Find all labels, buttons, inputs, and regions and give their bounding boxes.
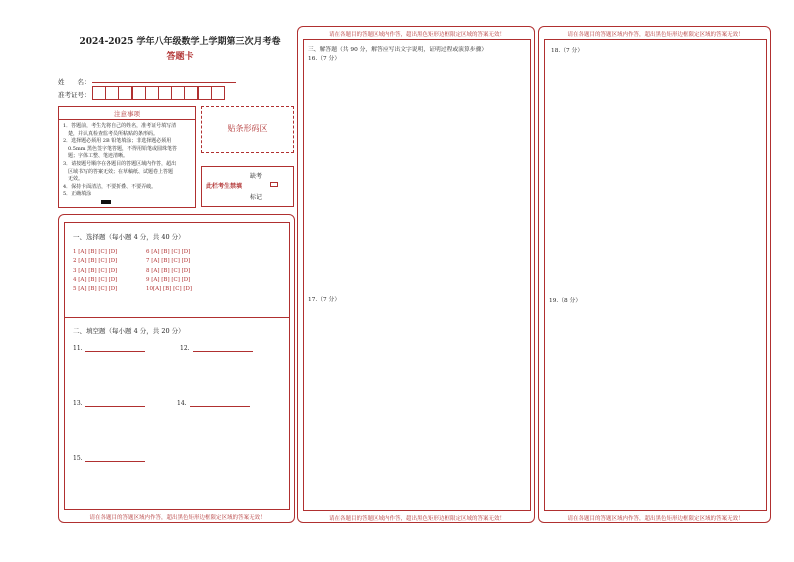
choice-right-column <box>146 249 192 295</box>
id-digit-box[interactable] <box>211 86 225 100</box>
id-digit-box[interactable] <box>145 86 159 100</box>
choice-row[interactable]: 4 [A] [B] [C] [D] <box>73 276 118 283</box>
choice-row[interactable]: 5 [A] [B] [C] [D] <box>73 286 118 293</box>
absent-checkbox[interactable] <box>270 182 278 187</box>
notice-item: 1．答题前，考生先将自己的姓名，准考证号填写清 <box>63 123 177 129</box>
column2-answer-region <box>297 26 535 523</box>
column3-header-warning: 请在各题目的答题区域内作答，超出黑色矩形边框限定区域的答案无效！ <box>567 32 744 38</box>
id-digit-box[interactable] <box>132 86 146 100</box>
notice-item: 题；字体工整、笔迹清晰。 <box>63 153 129 160</box>
column1-footer-warning: 请在各题目的答题区域内作答，超出黑色矩形边框限定区域的答案无效！ <box>89 515 266 521</box>
id-digit-box[interactable] <box>198 86 212 100</box>
section1-title: 一、选择题（每小题 4 分，共 40 分） <box>73 233 185 241</box>
q14-blank[interactable] <box>190 406 250 407</box>
absent-note: 此栏考生禁填 <box>206 183 243 190</box>
choice-row[interactable]: 9 [A] [B] [C] [D] <box>146 276 191 283</box>
q19-label: 19.（8 分） <box>549 298 582 304</box>
column3-answer-region <box>538 26 771 523</box>
notice-item: 楚，并认真检查监考员所粘贴的条形码。 <box>63 130 159 137</box>
column2-footer-warning: 请在各题目的答题区域内作答，超出黑色矩形边框限定区域的答案无效！ <box>328 516 505 522</box>
choice-row[interactable]: 8 [A] [B] [C] [D] <box>146 267 191 274</box>
notice-item: 2．选择题必须用 2B 铅笔填涂；非选择题必须用 <box>63 138 172 145</box>
section2-title: 二、填空题（每小题 4 分，共 20 分） <box>73 327 185 335</box>
id-digit-box[interactable] <box>171 86 185 100</box>
q13-blank[interactable] <box>85 406 145 407</box>
notice-item: 0.5mm 黑色签字笔答题，不得用铅笔或圆珠笔答 <box>63 145 178 152</box>
column2-header-warning: 请在各题目的答题区域内作答，超出黑色矩形边框限定区域的答案无效！ <box>328 32 505 38</box>
q16-label: 16.（7 分） <box>308 56 341 62</box>
q17-label: 17.（7 分） <box>308 297 341 303</box>
absent-label-top: 缺考 <box>250 173 263 180</box>
notice-item: 区域书写的答案无效；在草稿纸、试题卷上答题 <box>63 168 174 175</box>
choice-left-column <box>73 249 117 295</box>
choice-row[interactable]: 7 [A] [B] [C] [D] <box>146 258 191 265</box>
filled-sample-mark <box>101 200 111 204</box>
column1-answer-region <box>58 214 295 523</box>
column3-box <box>544 39 767 511</box>
notice-item: 3．请按题号顺序在各题目的答题区域内作答，超出 <box>63 160 177 167</box>
notice-item: 无效。 <box>63 176 84 183</box>
q15-label: 15. <box>73 455 83 462</box>
answer-sheet-label: 答题卡 <box>166 52 194 62</box>
exam-title: 2024-2025 学年八年级数学上学期第三次月考卷 <box>79 37 281 47</box>
notice-list <box>59 120 195 202</box>
notice-item: 4．保持卡面清洁，不要折叠、不要弄破。 <box>63 183 157 190</box>
id-digit-box[interactable] <box>105 86 119 100</box>
choice-row[interactable]: 2 [A] [B] [C] [D] <box>73 258 118 265</box>
column2-box <box>303 39 531 511</box>
q12-blank[interactable] <box>193 351 253 352</box>
absent-label-bottom: 标记 <box>250 194 263 201</box>
q13-label: 13. <box>73 400 83 407</box>
q11-label: 11. <box>73 345 83 352</box>
q12-label: 12. <box>180 345 190 352</box>
name-field[interactable] <box>92 82 236 83</box>
column3-footer-warning: 请在各题目的答题区域内作答，超出黑色矩形边框限定区域的答案无效！ <box>567 516 744 522</box>
barcode-label: 贴条形码区 <box>227 124 268 133</box>
q18-label: 18.（7 分） <box>551 48 584 54</box>
name-label: 姓 名： <box>58 78 91 86</box>
id-digit-box[interactable] <box>92 86 106 100</box>
choice-row[interactable]: 6 [A] [B] [C] [D] <box>146 249 191 255</box>
objective-box <box>64 222 290 510</box>
id-digit-box[interactable] <box>118 86 132 100</box>
section3-title: 三、解答题（共 90 分，解答应写出文字说明，证明过程或演算步骤） <box>308 47 488 53</box>
section-divider <box>65 317 289 318</box>
q14-label: 14. <box>177 400 187 407</box>
choice-row[interactable]: 3 [A] [B] [C] [D] <box>73 267 118 274</box>
choice-row[interactable]: 1 [A] [B] [C] [D] <box>73 249 118 255</box>
choice-row[interactable]: 10[A] [B] [C] [D] <box>146 286 193 293</box>
id-label: 准考证号： <box>58 91 91 99</box>
id-number-boxes[interactable] <box>92 86 224 100</box>
barcode-area <box>201 106 294 153</box>
notice-item: 5．正确填涂 <box>63 191 92 198</box>
q11-blank[interactable] <box>85 351 145 352</box>
id-digit-box[interactable] <box>184 86 198 100</box>
id-digit-box[interactable] <box>158 86 172 100</box>
notice-box <box>58 106 196 208</box>
notice-heading: 注意事项 <box>59 107 195 120</box>
q15-blank[interactable] <box>85 461 145 462</box>
absent-marker-box <box>201 166 294 207</box>
